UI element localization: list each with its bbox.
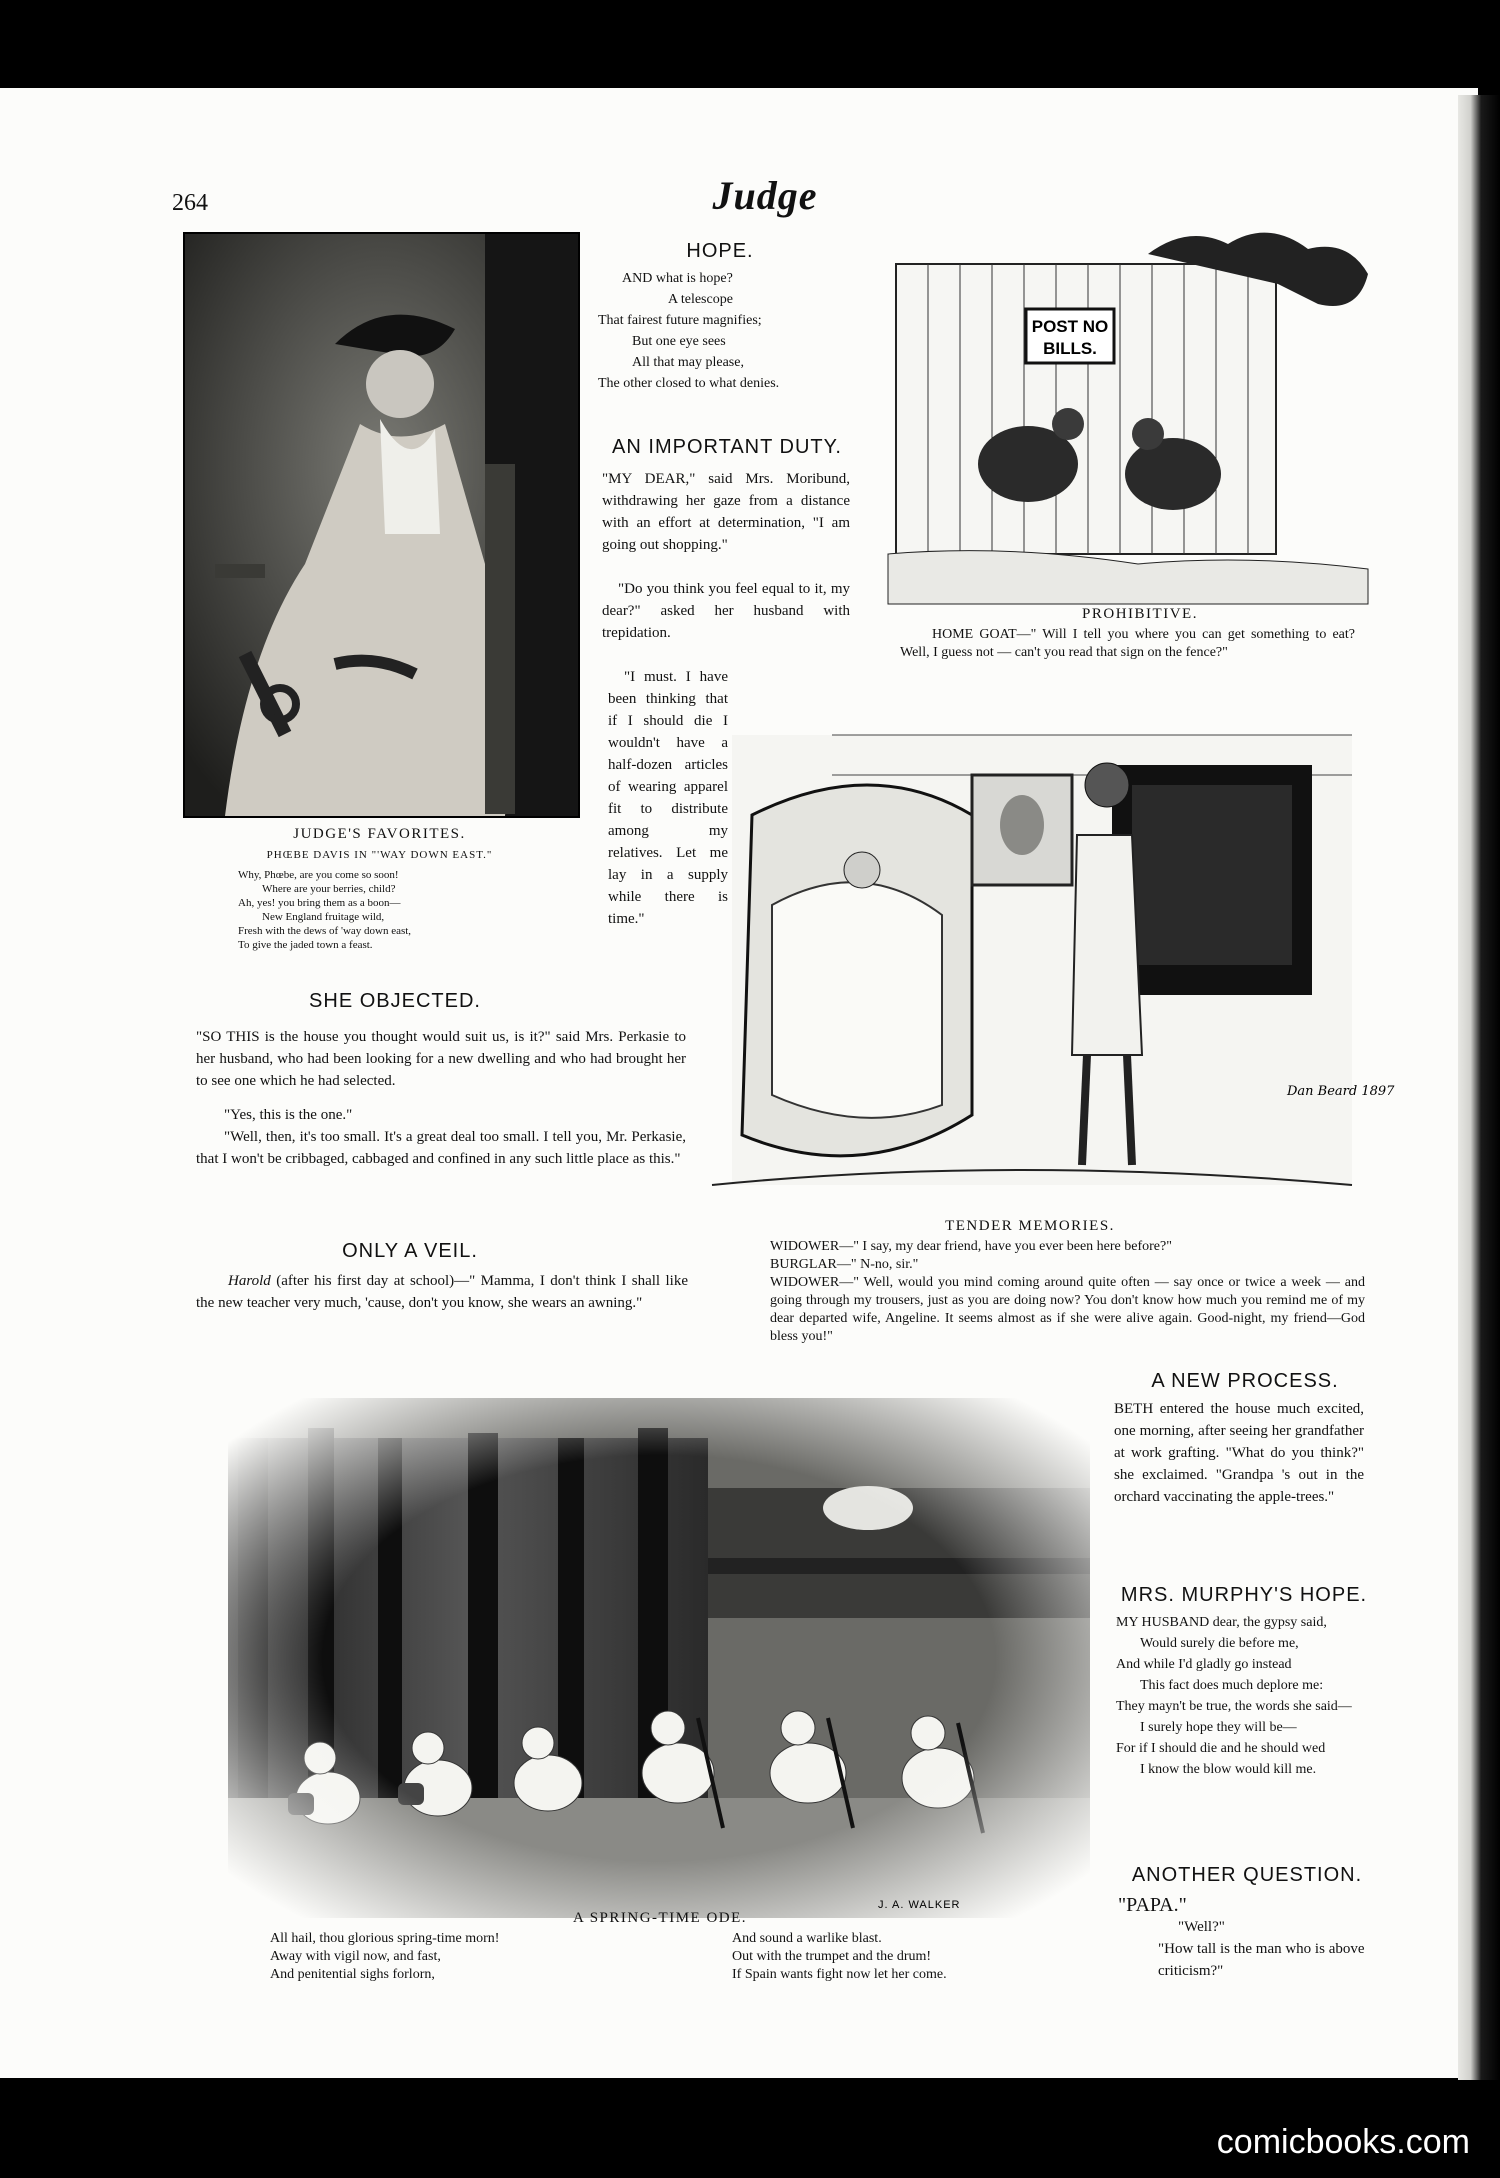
bedroom-cartoon — [712, 715, 1395, 1210]
duty-paragraph-1: "MY DEAR," said Mrs. Moribund, withdrawing her gaze from a distance with an effort at determination, "I am going out shopping." — [602, 471, 850, 553]
ode-line: And sound a warlike blast. — [732, 1931, 882, 1946]
veil-speaker: Harold — [228, 1273, 271, 1289]
tender-caption: TENDER MEMORIES. — [945, 1218, 1115, 1234]
portrait-illustration — [185, 234, 578, 816]
page-number: 264 — [172, 190, 208, 216]
goats-cartoon — [888, 224, 1378, 604]
duty-paragraph-3: "I must. I have been thinking that if I should die I wouldn't have a half-dozen articles of wearing apparel fit to distribute among my relatives. Let me lay in a supply while there is time." — [608, 669, 728, 927]
murphy-line: Would surely die before me, — [1140, 1636, 1299, 1651]
process-text: BETH entered the house much excited, one morning, after seeing her grandfather at work grafting. "What do you think?" she exclaimed. "Grandpa 's out in the orchard vaccinating the apple-trees." — [1114, 1401, 1364, 1505]
objected-paragraph-2: "Yes, this is the one." — [224, 1107, 353, 1123]
ducklings-illustration — [228, 1398, 1090, 1918]
question-line: "How tall is the man who is above criticism?" — [1158, 1941, 1365, 1979]
prohibitive-caption: PROHIBITIVE. — [1082, 606, 1198, 622]
tender-line: WIDOWER—" I say, my dear friend, have you ever been here before?" — [770, 1239, 1172, 1254]
favorites-line: Why, Phœbe, are you come so soon! — [238, 869, 399, 881]
sign-line: POST NO — [1031, 317, 1109, 336]
question-line: "PAPA." — [1118, 1894, 1187, 1916]
murphy-line: They mayn't be true, the words she said— — [1116, 1699, 1352, 1714]
ducklings-svg — [228, 1398, 1090, 1918]
bedroom-signature: Dan Beard 1897 — [1287, 1084, 1395, 1099]
murphy-line: MY HUSBAND dear, the gypsy said, — [1116, 1615, 1327, 1630]
question-title: ANOTHER QUESTION. — [1131, 1864, 1363, 1886]
ode-signature: J. A. WALKER — [878, 1899, 961, 1911]
favorites-line: To give the jaded town a feast. — [238, 939, 373, 951]
page-edge-shadow — [1458, 95, 1500, 2080]
prohibitive-text: HOME GOAT—" Will I tell you where you can get something to eat? Well, I guess not — can't you read that sign on the fence?" — [900, 627, 1355, 660]
ode-left-verse — [270, 1930, 570, 1984]
tender-line: BURGLAR—" N-no, sir." — [770, 1257, 919, 1272]
ode-line: If Spain wants fight now let her come. — [732, 1967, 947, 1982]
favorites-caption: JUDGE'S FAVORITES. — [293, 826, 466, 842]
favorites-line: Where are your berries, child? — [262, 883, 396, 895]
hope-line: The other closed to what denies. — [598, 376, 780, 391]
ode-line: And penitential sighs forlorn, — [270, 1967, 435, 1982]
duty-title: AN IMPORTANT DUTY. — [612, 436, 842, 458]
hope-title: HOPE. — [686, 240, 754, 262]
objected-paragraph-1: "SO THIS is the house you thought would suit us, is it?" said Mrs. Perkasie to her husband, who had been looking for a new dwelling and who had brought her to see one which he had selected. — [196, 1029, 686, 1089]
murphy-line: For if I should die and he should wed — [1116, 1741, 1326, 1756]
tender-line: WIDOWER—" Well, would you mind coming around quite often — say once or twice a week — and going through my trousers, just as you are doing now? You don't know how much you remind me of my dear departed wife, Angeline. It seems almost as if she were alive again. Good-night, my friend—God bless you!" — [770, 1275, 1365, 1344]
veil-title — [290, 1240, 530, 1263]
footer-watermark: comicbooks.com — [1216, 2123, 1470, 2161]
murphy-line: I know the blow would kill me. — [1140, 1762, 1317, 1777]
ode-line: Away with vigil now, and fast, — [270, 1949, 441, 1964]
masthead: Judge — [712, 173, 818, 218]
favorites-verse — [238, 868, 538, 952]
veil-text — [196, 1270, 688, 1314]
sign-line: BILLS. — [1043, 339, 1097, 358]
objected-paragraph-3: "Well, then, it's too small. It's a great deal too small. I tell you, Mr. Perkasie, that I won't be cribbaged, cabbaged and confined in any such little place as this." — [196, 1129, 686, 1167]
objected-title: SHE OBJECTED. — [309, 990, 481, 1012]
hope-line: That fairest future magnifies; — [598, 313, 762, 328]
bedroom-illustration — [712, 715, 1395, 1210]
duty-paragraph-2: "Do you think you feel equal to it, my dear?" asked her husband with trepidation. — [602, 581, 850, 641]
favorites-line: Ah, yes! you bring them as a boon— — [238, 897, 401, 909]
murphy-line: I surely hope they will be— — [1140, 1720, 1297, 1735]
hope-line: All that may please, — [632, 355, 744, 370]
process-title: A NEW PROCESS. — [1151, 1370, 1339, 1392]
veil-body: (after his first day at school)—" Mamma, I don't think I shall like the new teacher very much, 'cause, don't you know, she wears an awning." — [196, 1273, 688, 1311]
favorites-line: New England fruitage wild, — [262, 911, 385, 923]
ode-right-verse — [732, 1930, 1062, 1984]
murphy-line: This fact does much deplore me: — [1140, 1678, 1324, 1693]
portrait-photo — [183, 232, 580, 818]
hope-poem — [598, 268, 848, 394]
goats-illustration — [888, 224, 1378, 604]
hope-line: AND what is hope? — [622, 271, 733, 286]
favorites-subcaption: PHŒBE DAVIS IN "'WAY DOWN EAST." — [266, 849, 493, 861]
question-text — [1118, 1894, 1376, 1982]
ode-caption: A SPRING-TIME ODE. — [572, 1910, 748, 1926]
ode-line: Out with the trumpet and the drum! — [732, 1949, 932, 1964]
veil-title-text: ONLY A VEIL. — [342, 1240, 478, 1262]
murphy-title: MRS. MURPHY'S HOPE. — [1120, 1584, 1368, 1606]
hope-line: But one eye sees — [632, 334, 726, 349]
favorites-line: Fresh with the dews of 'way down east, — [238, 925, 412, 937]
hope-line: A telescope — [668, 292, 733, 307]
question-line: "Well?" — [1178, 1919, 1225, 1935]
ode-line: All hail, thou glorious spring-time morn! — [270, 1931, 500, 1946]
murphy-poem — [1116, 1612, 1376, 1780]
tender-dialogue — [770, 1238, 1365, 1346]
murphy-line: And while I'd gladly go instead — [1116, 1657, 1292, 1672]
